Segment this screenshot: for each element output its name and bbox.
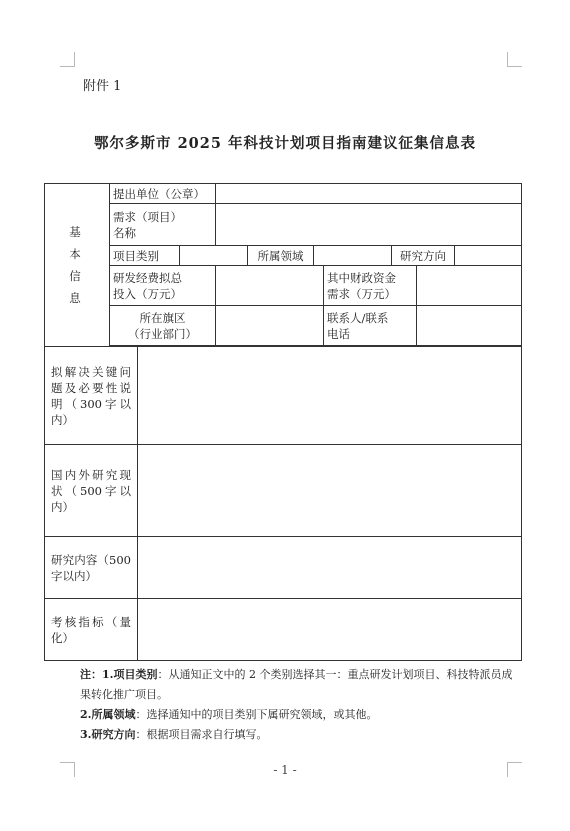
research-content-label: 研究内容（500字以内）: [45, 537, 138, 599]
project-category-value[interactable]: [180, 246, 248, 266]
info-form-table: [44, 183, 522, 661]
page-title: 鄂尔多斯市 2025 年科技计划项目指南建议征集信息表: [94, 135, 476, 152]
research-direction-value[interactable]: [455, 246, 522, 266]
key-problems-label: 拟解决关键问题及必要性说明（300字以内）: [45, 347, 138, 445]
note-3: 3.研究方向：根据项目需求自行填写。: [80, 728, 268, 741]
fiscal-funds-value[interactable]: [417, 266, 522, 306]
note-2: 2.所属领域：选择通知中的项目类别下属研究领域，或其他。: [80, 708, 378, 721]
page-number: - 1 -: [273, 763, 297, 777]
key-problems-value[interactable]: [138, 347, 522, 445]
location-value[interactable]: [216, 306, 324, 346]
fiscal-funds-label: 其中财政资金 需求（万元）: [324, 266, 417, 306]
research-content-value[interactable]: [138, 537, 522, 599]
rd-funds-label: 研发经费拟总 投入（万元）: [110, 266, 216, 306]
attachment-label: 附件 1: [83, 79, 122, 94]
submitting-unit-label: 提出单位（公章）: [110, 184, 216, 204]
contact-label: 联系人/联系 电话: [324, 306, 417, 346]
note-1: 注：1.项目类别：从通知正文中的 2 个类别选择其一：重点研发计划项目、科技特派员成果转化推广项目。: [80, 668, 513, 701]
basic-info-label: 基本信息: [45, 184, 110, 347]
assessment-indicators-label: 考核指标（量化）: [45, 599, 138, 661]
assessment-indicators-value[interactable]: [138, 599, 522, 661]
research-status-value[interactable]: [138, 445, 522, 537]
demand-name-label: 需求（项目） 名称: [110, 204, 216, 246]
project-category-label: 项目类别: [110, 246, 180, 266]
field-label: 所属领域: [248, 246, 314, 266]
location-label: 所在旗区 （行业部门）: [110, 306, 216, 346]
crop-mark-top-right: [507, 52, 522, 67]
research-status-label: 国内外研究现状（500字以内）: [45, 445, 138, 537]
notes: [80, 665, 520, 745]
contact-value[interactable]: [417, 306, 522, 346]
rd-funds-value[interactable]: [216, 266, 324, 306]
crop-mark-top-left: [60, 52, 75, 67]
demand-name-value[interactable]: [216, 204, 522, 246]
field-value[interactable]: [314, 246, 392, 266]
submitting-unit-value[interactable]: [216, 184, 522, 204]
research-direction-label: 研究方向: [392, 246, 455, 266]
